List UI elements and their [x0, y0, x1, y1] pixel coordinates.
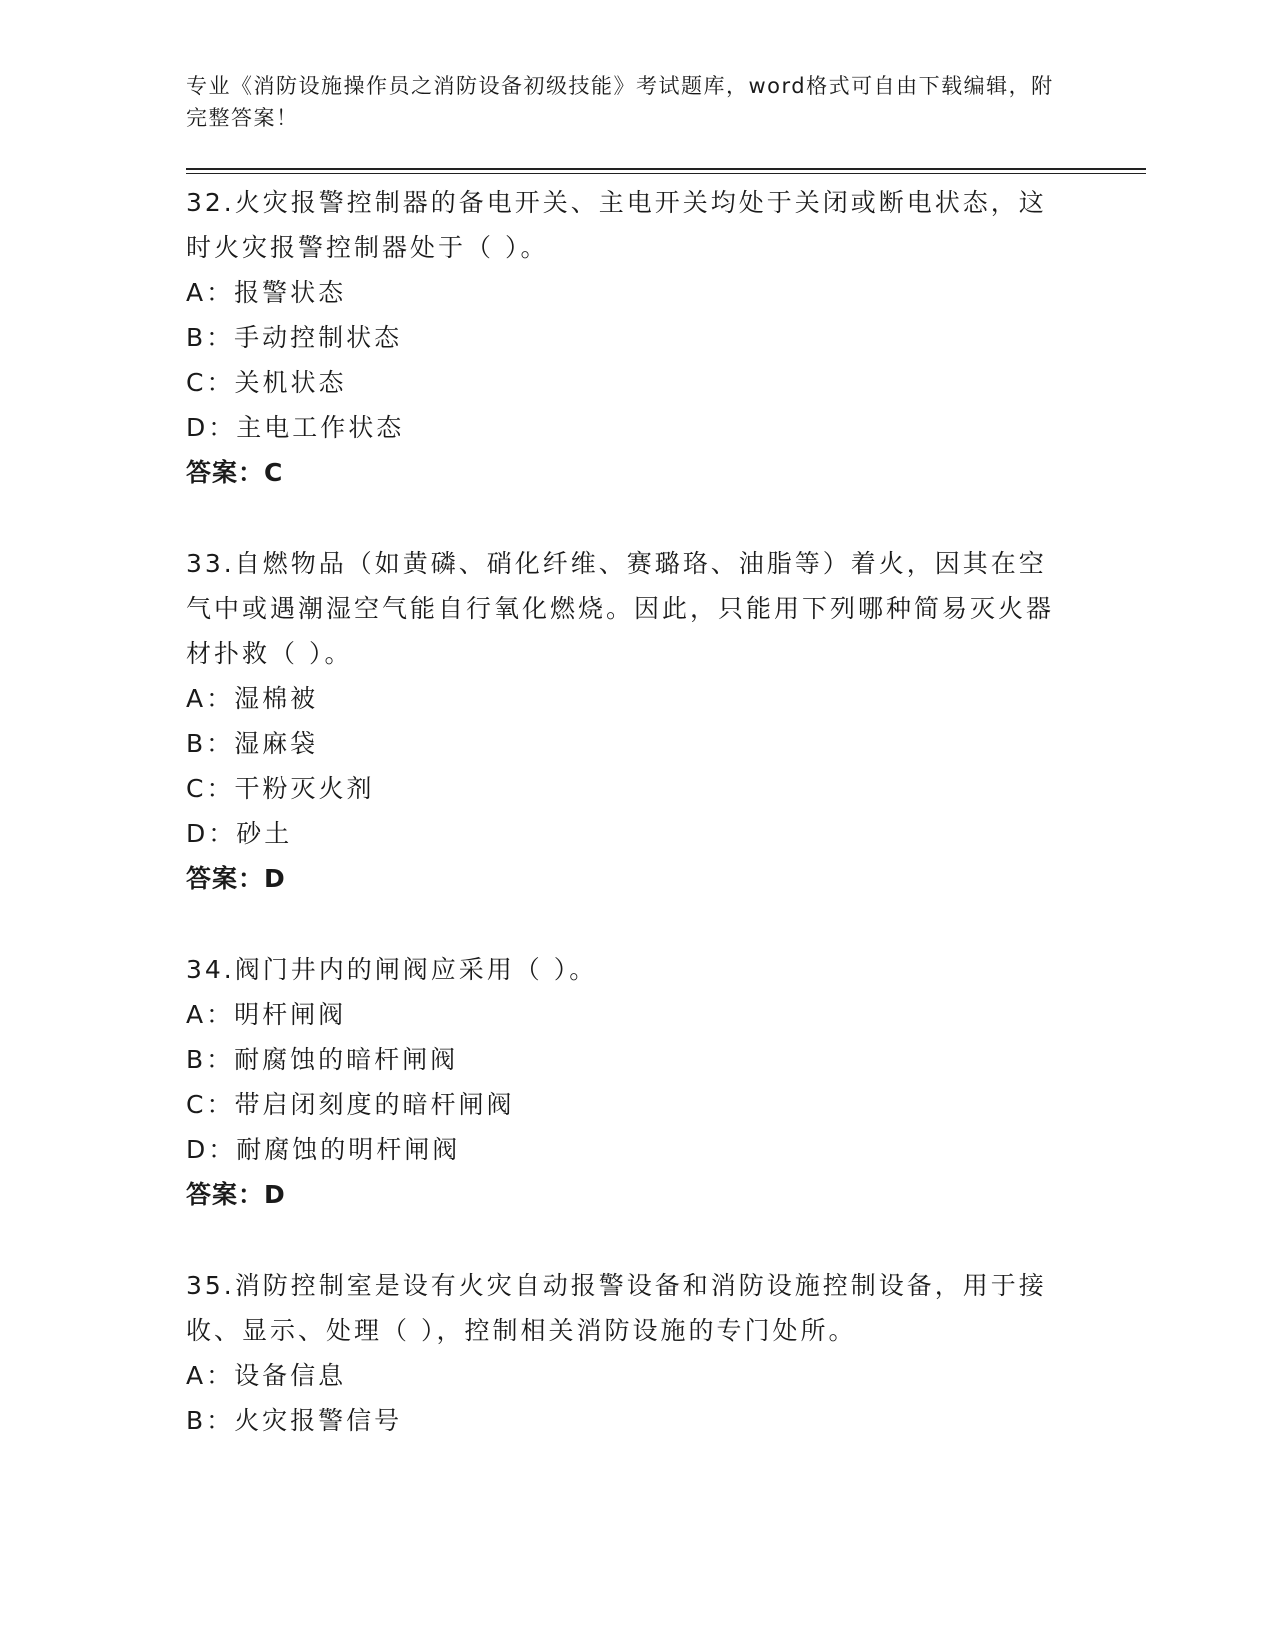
question-34: [186, 947, 1146, 1217]
option-a: A：报警状态: [186, 278, 347, 307]
question-list: [186, 180, 1146, 1443]
question-35: [186, 1263, 1146, 1443]
document-header: 专业《消防设施操作员之消防设备初级技能》考试题库，word格式可自由下载编辑，附完整答案！: [186, 74, 1054, 130]
option-c: C：关机状态: [186, 368, 347, 397]
header-divider: [186, 168, 1146, 174]
option-b: B：耐腐蚀的暗杆闸阀: [186, 1045, 459, 1074]
spacer: [186, 901, 1146, 947]
option-d: D：主电工作状态: [186, 413, 405, 442]
option-b: B：火灾报警信号: [186, 1406, 403, 1435]
option-c: C：带启闭刻度的暗杆闸阀: [186, 1090, 515, 1119]
answer: 答案：D: [186, 1180, 286, 1209]
question-stem: 33.自燃物品（如黄磷、硝化纤维、赛璐珞、油脂等）着火，因其在空气中或遇潮湿空气能自行氧化燃烧。因此，只能用下列哪种简易灭火器材扑救（ ）。: [186, 549, 1055, 668]
answer: 答案：D: [186, 864, 286, 893]
document-page: [186, 70, 1146, 1443]
question-stem: 32.火灾报警控制器的备电开关、主电开关均处于关闭或断电状态，这时火灾报警控制器处于（ ）。: [186, 188, 1047, 262]
option-d: D：耐腐蚀的明杆闸阀: [186, 1135, 461, 1164]
spacer: [186, 1217, 1146, 1263]
question-stem: 35.消防控制室是设有火灾自动报警设备和消防设施控制设备，用于接收、显示、处理（ ），控制相关消防设施的专门处所。: [186, 1271, 1047, 1345]
option-a: A：设备信息: [186, 1361, 347, 1390]
answer: 答案：C: [186, 458, 284, 487]
question-stem: 34.阀门井内的闸阀应采用（ ）。: [186, 955, 598, 984]
option-a: A：明杆闸阀: [186, 1000, 347, 1029]
question-33: [186, 541, 1146, 901]
option-d: D：砂土: [186, 819, 293, 848]
spacer: [186, 495, 1146, 541]
option-b: B：湿麻袋: [186, 729, 319, 758]
option-b: B：手动控制状态: [186, 323, 403, 352]
option-a: A：湿棉被: [186, 684, 319, 713]
option-c: C：干粉灭火剂: [186, 774, 375, 803]
question-32: [186, 180, 1146, 495]
